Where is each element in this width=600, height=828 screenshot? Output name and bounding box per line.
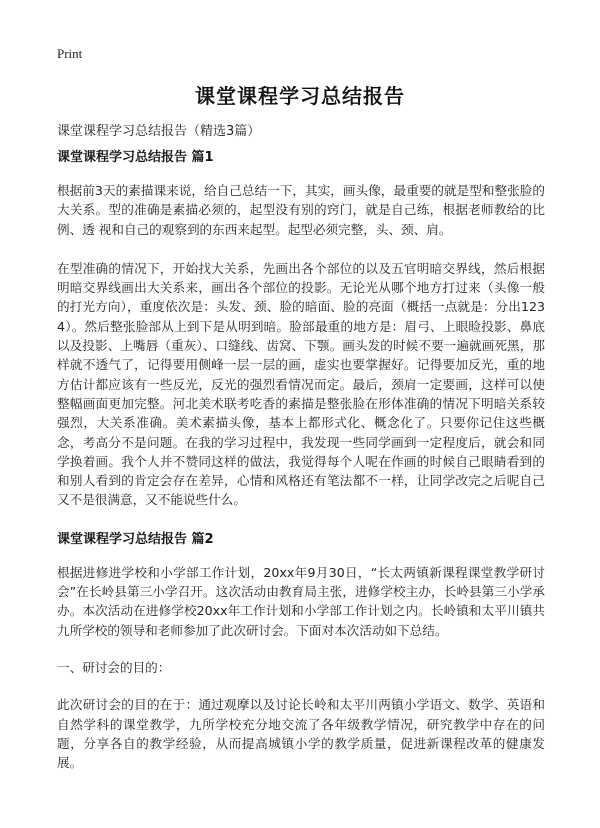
paragraph: 此次研讨会的目的在于：通过观摩以及讨论长岭和太平川两镇小学语文、数学、英语和自然学科的课堂教学，九所学校充分地交流了各年级教学情况，研究教学中存在的问题，分享各自的教学经验，从而提高城镇小学的教学质量，促进新课程改革的健康发展。 <box>57 697 545 771</box>
document-body <box>57 148 545 792</box>
paragraph: 根据进修进学校和小学部工作计划，20xx年9月30日，“长太两镇新课程课堂教学研讨会”在长岭县第三小学召开。这次活动由教育局主张，进修学校主办，长岭县第三小学承办。本次活动在进修学校20xx年工作计划和小学部工作计划之内。长岭镇和太平川镇共九所学校的领导和老师参加了此次研讨会。下面对本次活动如下总结。 <box>57 564 545 638</box>
document-subtitle: 课堂课程学习总结报告（精选3篇） <box>57 124 261 139</box>
section-1 <box>57 148 545 510</box>
print-link[interactable]: Print <box>57 46 83 61</box>
section-heading: 课堂课程学习总结报告 篇2 <box>57 531 214 547</box>
paragraph: 在型准确的情况下，开始找大关系，先画出各个部位的以及五官明暗交界线，然后根据明暗交界线画出大关系来，画出各个部位的投影。无论光从哪个地方打过来（头像一般的打光方向），重度依次是：头发、颈、脸的暗面、脸的亮面（概括一点就是：分出1234）。然后整张脸部从上到下是从明到暗。脸部最重的地方是：眉弓、上眼睑投影、鼻底以及投影、上嘴唇（重灰）、口缝线、齿窝、下颚。画头发的时候不要一遍就画死黑，那样就不透气了，记得要用侧峰一层一层的画，虚实也要掌握好。记得要加反光，重的地方估计都应该有一些反光，反光的强烈看情况而定。最后，颈肩一定要画，这样可以使整幅画面更加完整。河北美术联考吃香的素描是整张脸在形体准确的情况下明暗关系较强烈，大关系准确。美术素描头像，基本上都形式化、概念化了。只要你记住这些概念，考高分不是问题。在我的学习过程中，我发现一些同学画到一定程度后，就会和同学换着画。我个人并不赞同这样的做法，我觉得每个人呢在作画的时候自己眼睛看到的和别人看到的肯定会存在差异，心情和风格还有笔法都不一样，让同学改完之后呢自己又不是很满意，又不能说些什么。 <box>57 260 545 508</box>
document-title: 课堂课程学习总结报告 <box>195 84 405 108</box>
section-2 <box>57 530 545 773</box>
section-heading: 课堂课程学习总结报告 篇1 <box>57 150 214 165</box>
paragraph: 根据前3天的素描课来说，给自己总结一下，其实，画头像，最重要的就是型和整张脸的大关系。型的准确是素描必须的，起型没有别的窍门，就是自己练，根据老师教给的比例、透 视和自己的观察到的东西来起型。起型必须完整，头、颈、肩。 <box>57 183 545 237</box>
subsection-heading: 一、研讨会的目的： <box>57 659 171 675</box>
